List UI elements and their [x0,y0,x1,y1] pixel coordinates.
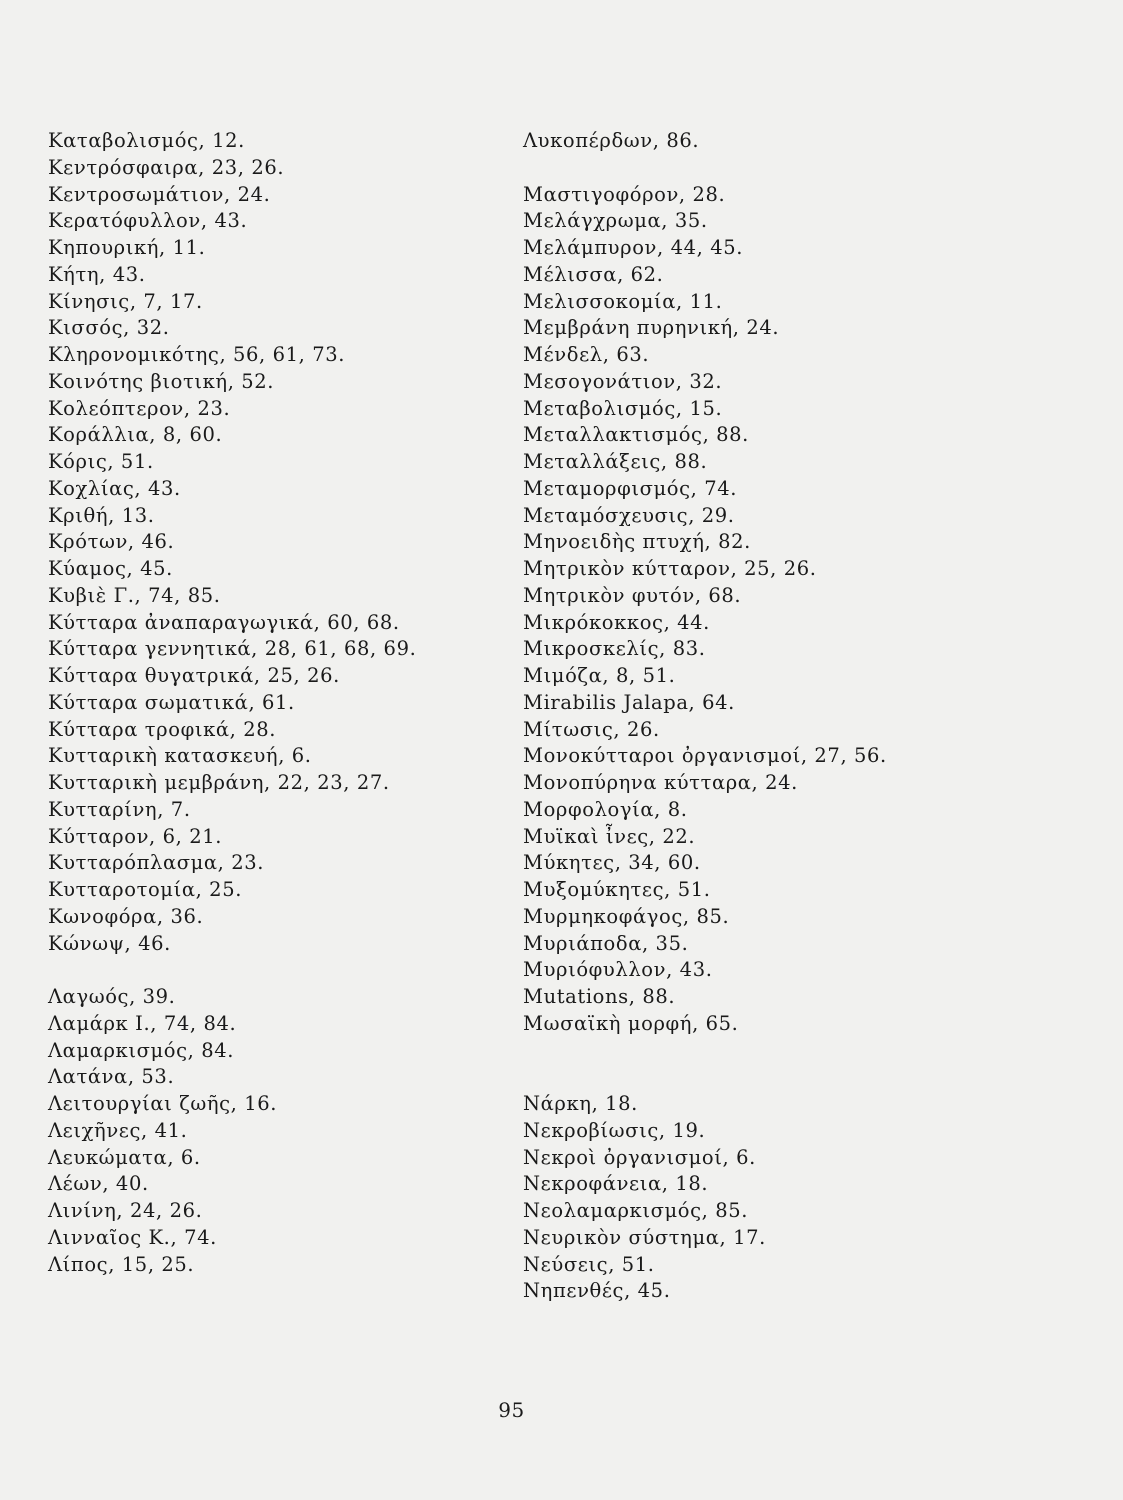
index-entry: Κυτταρικὴ κατασκευή, 6. [48,744,312,768]
index-entry: Κρότων, 46. [48,530,175,554]
index-entry: Λαμαρκισμός, 84. [48,1038,235,1062]
index-entry: Κύτταρα σωματικά, 61. [48,690,295,714]
index-entry: Κυτταρόπλασμα, 23. [48,851,265,875]
index-entry: Μυρμηκοφάγος, 85. [523,904,730,928]
index-entry: Μελισσοκομία, 11. [523,289,723,313]
index-entry: Λειτουργίαι ζωῆς, 16. [48,1092,278,1115]
index-entry: Κύτταρον, 6, 21. [48,824,223,848]
index-entry: Λινναῖος Κ., 74. [48,1225,217,1249]
index-entry: Mirabilis Jalapa, 64. [523,690,735,714]
index-entry: Λυκοπέρδων, 86. [523,129,700,152]
index-entry: Mutations, 88. [523,985,676,1008]
page-number: 95 [498,1398,525,1422]
index-entry: Μικροσκελίς, 83. [523,637,706,661]
index-entry: Μυξομύκητες, 51. [523,878,711,901]
index-entry: Μέλισσα, 62. [523,262,664,286]
index-entry: Μηνοειδὴς πτυχή, 82. [523,530,751,554]
index-entry: Μαστιγοφόρον, 28. [523,182,726,206]
index-entry: Κυτταροτομία, 25. [48,878,242,901]
index-entry: Νεύσεις, 51. [523,1252,655,1276]
index-entry: Λαμάρκ Ι., 74, 84. [48,1011,237,1035]
index-entry: Κύτταρα ἀναπαραγωγικά, 60, 68. [48,610,400,634]
index-entry: Μίτωσις, 26. [523,717,660,741]
index-entry: Κώνωψ, 46. [48,931,171,955]
index-entry: Κύτταρα τροφικά, 28. [48,717,277,741]
index-entry: Κριθή, 13. [48,503,155,527]
index-entry: Κηπουρική, 11. [48,236,206,259]
index-entry: Κήτη, 43. [48,262,146,286]
index-entry: Λειχῆνες, 41. [48,1118,188,1142]
index-entry: Κληρονομικότης, 56, 61, 73. [48,343,346,366]
index-entry: Κερατόφυλλον, 43. [48,209,248,233]
section-gap [523,1064,1083,1091]
index-entry: Κεντρόσφαιρα, 23, 26. [48,155,285,179]
index-entry: Μελάμπυρον, 44, 45. [523,236,744,259]
index-entry: Κύτταρα γεννητικά, 28, 61, 68, 69. [48,637,417,661]
index-entry: Κεντροσωμάτιον, 24. [48,182,271,206]
index-entry: Κύτταρα θυγατρικά, 25, 26. [48,664,340,687]
index-entry: Κοινότης βιοτική, 52. [48,369,275,393]
index-entry: Μονοκύτταροι ὀργανισμοί, 27, 56. [523,744,887,768]
index-entry: Κυτταρίνη, 7. [48,797,191,821]
index-entry: Μυριάποδα, 35. [523,931,689,955]
index-entry: Κολεόπτερον, 23. [48,396,231,420]
index-entry: Μικρόκοκκος, 44. [523,610,710,634]
index-column-left [48,128,488,1278]
index-entry: Λευκώματα, 6. [48,1145,201,1169]
index-entry: Κισσός, 32. [48,316,170,340]
index-entry: Μητρικὸν φυτόν, 68. [523,583,742,607]
index-entry: Μεταλλάξεις, 88. [523,450,708,473]
section-gap [48,957,488,984]
index-entry: Κυβιὲ Γ., 74, 85. [48,583,221,607]
index-entry: Λέων, 40. [48,1172,149,1196]
index-column-right [523,128,1083,1305]
index-entry: Νάρκη, 18. [523,1092,638,1115]
index-entry: Νεκροὶ ὀργανισμοί, 6. [523,1145,756,1169]
index-entry: Νεκροβίωσις, 19. [523,1118,706,1142]
index-entry: Μωσαϊκὴ μορφή, 65. [523,1011,739,1035]
index-entry: Λινίνη, 24, 26. [48,1199,203,1222]
index-entry: Λατάνα, 53. [48,1065,175,1089]
index-entry: Νεκροφάνεια, 18. [523,1172,709,1196]
index-entry: Μεταμορφισμός, 74. [523,476,738,500]
index-entry: Μονοπύρηνα κύτταρα, 24. [523,771,798,794]
index-entry: Μεταμόσχευσις, 29. [523,503,735,527]
index-entry: Μεταλλακτισμός, 88. [523,423,749,447]
index-entry: Κόρις, 51. [48,450,154,473]
index-entry: Κωνοφόρα, 36. [48,904,204,928]
index-entry: Μεμβράνη πυρηνική, 24. [523,316,780,340]
index-entry: Μύκητες, 34, 60. [523,851,701,875]
index-entry: Κυτταρικὴ μεμβράνη, 22, 23, 27. [48,771,390,794]
index-entry: Νευρικὸν σύστημα, 17. [523,1225,766,1249]
index-entry: Λίπος, 15, 25. [48,1252,195,1276]
index-entry: Μορφολογία, 8. [523,797,688,821]
index-entry: Λαγωός, 39. [48,985,176,1008]
index-entry: Κύαμος, 45. [48,557,173,580]
index-entry: Μυριόφυλλον, 43. [523,958,713,982]
index-entry: Μεσογονάτιον, 32. [523,369,723,393]
index-entry: Νεολαμαρκισμός, 85. [523,1199,749,1222]
index-entry: Νηπενθές, 45. [523,1279,671,1303]
index-entry: Κίνησις, 7, 17. [48,289,203,313]
index-entry: Κοράλλια, 8, 60. [48,423,223,447]
section-gap [523,1038,1083,1065]
index-entry: Μιμόζα, 8, 51. [523,664,676,687]
index-entry: Μελάγχρωμα, 35. [523,209,708,233]
index-entry: Κοχλίας, 43. [48,476,181,500]
section-gap [523,155,1083,182]
index-entry: Καταβολισμός, 12. [48,129,245,152]
index-entry: Μυϊκαὶ ἶνες, 22. [523,824,696,848]
index-entry: Μεταβολισμός, 15. [523,396,723,420]
index-entry: Μητρικὸν κύτταρον, 25, 26. [523,557,817,580]
index-entry: Μένδελ, 63. [523,343,650,366]
